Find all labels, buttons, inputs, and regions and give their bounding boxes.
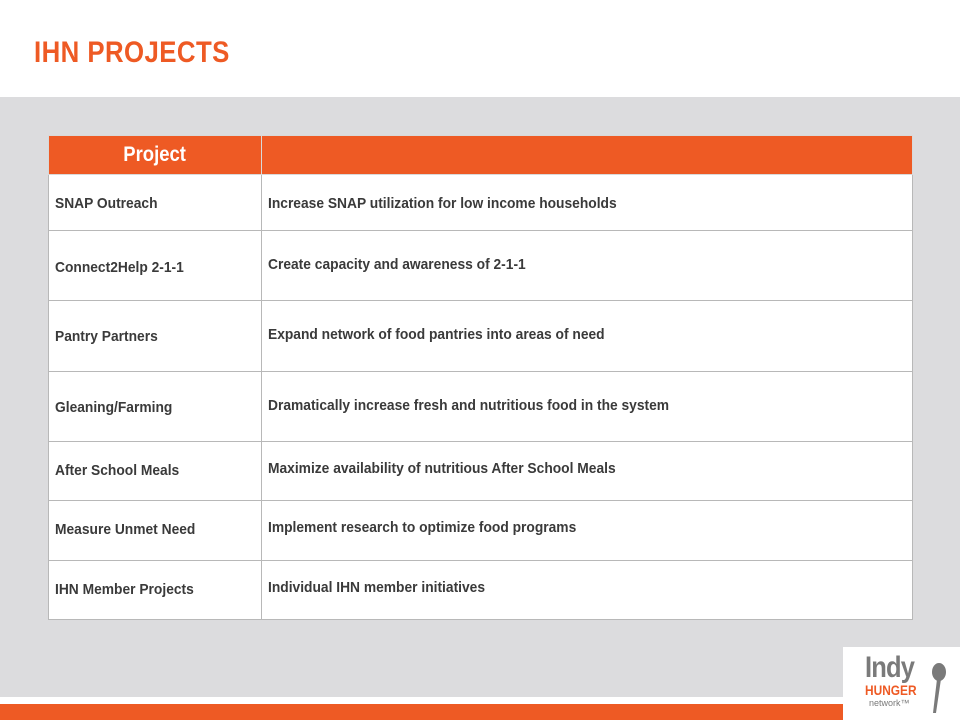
logo-text-network: network™ [869,698,910,708]
project-description: Expand network of food pantries into areas of need [262,301,913,372]
project-description: Dramatically increase fresh and nutritious food in the system [262,372,913,442]
project-name: IHN Member Projects [49,561,262,620]
header-project: Project [49,136,262,175]
spoon-icon [927,663,949,715]
project-name: Measure Unmet Need [49,501,262,561]
logo-text-hunger: HUNGER [865,682,917,698]
table-row [49,561,913,620]
slide-title: IHN PROJECTS [34,36,230,69]
project-name: Connect2Help 2-1-1 [49,231,262,301]
table-row [49,372,913,442]
footer-accent-bar [0,704,960,720]
project-name: After School Meals [49,442,262,501]
project-name: SNAP Outreach [49,175,262,231]
indy-hunger-network-logo [843,647,960,720]
table-row [49,231,913,301]
project-description: Maximize availability of nutritious After School Meals [262,442,913,501]
project-name: Gleaning/Farming [49,372,262,442]
table-header-row [49,136,913,175]
project-description: Increase SNAP utilization for low income households [262,175,913,231]
header-description [262,136,913,175]
project-description: Create capacity and awareness of 2-1-1 [262,231,913,301]
table-row [49,501,913,561]
table-row [49,301,913,372]
logo-text-indy: Indy [865,651,915,684]
table-row [49,442,913,501]
project-description: Implement research to optimize food programs [262,501,913,561]
table-row [49,175,913,231]
project-name: Pantry Partners [49,301,262,372]
projects-table [48,135,913,620]
project-description: Individual IHN member initiatives [262,561,913,620]
